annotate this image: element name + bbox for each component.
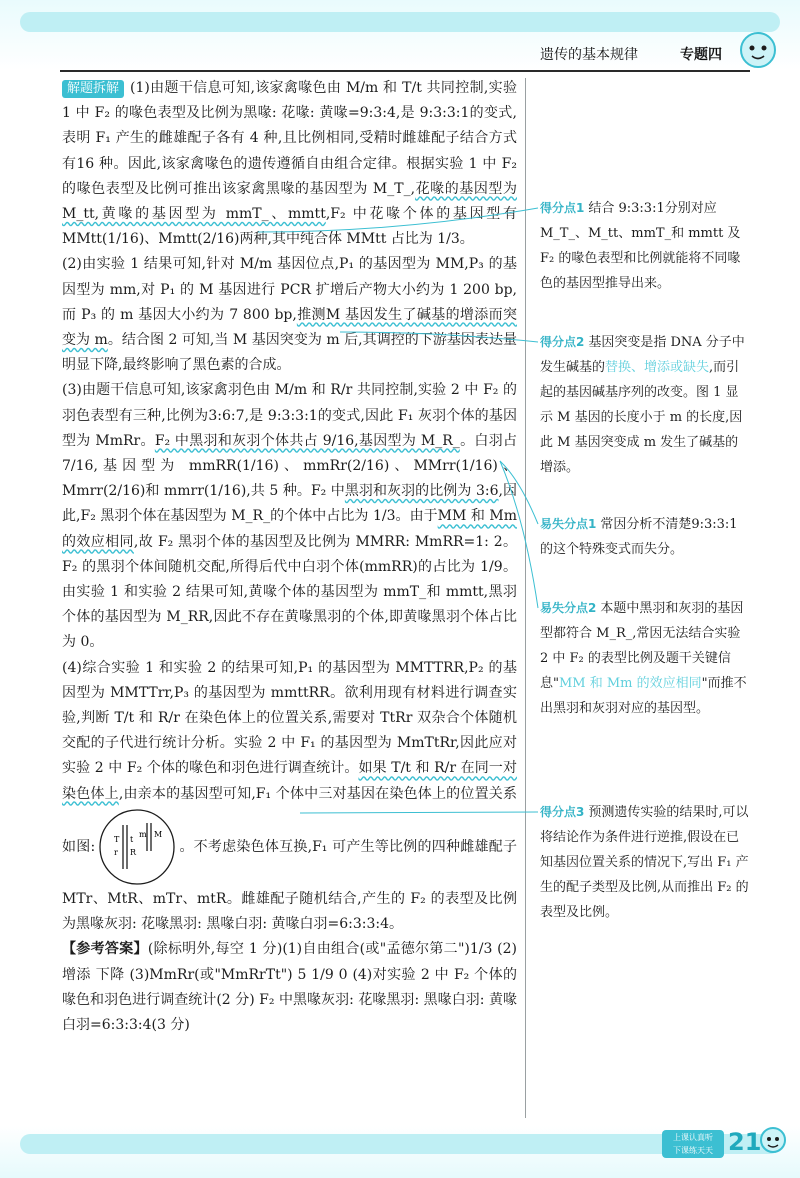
paragraph-1 — [62, 76, 517, 252]
note-score-1 — [540, 196, 750, 296]
allele-label: T — [114, 834, 120, 844]
text-segment: ,故 F₂ 黑羽个体的基因型及比例为 MMRR: MmRR=1: 2。F₂ 的黑羽个体间随机交配,所得后代中白羽个体(mmRR)的占比为 1/9。由实验 1 和实验 2 结果可知,黄喙个体的基因型为 mmT_和 mmtt,黑羽个体的基因型为 M_RR,因此不存在黄喙黑羽的个体,即黄喙黑羽个体占比为 0。 — [62, 533, 518, 651]
note-highlight: 替换、增添或缺失 — [605, 360, 710, 375]
slogan-line: 下课练天天 — [673, 1146, 713, 1155]
note-text: 预测遗传实验的结果时,可以将结论作为条件进行逆推,假设在已知基因位置关系的情况下,写出 F₁ 产生的配子类型及比例,从而推出 F₂ 的表型及比例。 — [540, 805, 749, 920]
text-segment: (1)由题干信息可知,该家禽喙色由 M/m 和 T/t 共同控制,实验 1 中 F₂ 的喙色表型及比例为黑喙: 花喙: 黄喙=9:3:4,是 9:3:3:1的变式,表明 F₁ 产生的雌雄配子各有 4 种,且比例相同,受精时雌雄配子结合方式有16 种。因此,该家禽喙色的遗传遵循自由组合定律。根据实验 1 中 F₂ 的喙色表型及比例可推出该家禽黑喙的基因型为 M_T_, — [62, 80, 517, 197]
reference-answer — [62, 937, 517, 1038]
text-segment: (2)由实验 1 结果可知,针对 M/m 基因位点,P₁ 的基因型为 MM,P₃ 的基因型为 mm,对 P₁ 的 M 基因进行 PCR 扩增后产物大小约为 1 200 bp,而 P₃ 的 m 基因大小约为 7 800 bp, — [62, 256, 517, 323]
note-score-2 — [540, 330, 750, 480]
text-segment: ,由亲本的基因型可知,F₁ 个体中三对基因在染色体上的位置关系如图: — [62, 785, 518, 855]
note-text: 结合 9:3:3:1分别对应 M_T_、M_tt、mmT_和 mmtt 及 F₂ 的喙色表型和比例就能将不同喙色的基因型推导出来。 — [540, 201, 741, 291]
note-tag: 得分点1 — [540, 201, 585, 215]
note-tag: 得分点2 — [540, 335, 585, 349]
mascot-icon — [758, 1124, 788, 1158]
topic-label: 专题四 — [680, 47, 722, 63]
key-point-3: F₂ 中黑羽和灰羽个体共占 9/16,基因型为 M_R_ — [154, 432, 460, 449]
column-divider — [525, 78, 526, 1118]
chapter-title: 遗传的基本规律 — [540, 47, 638, 63]
allele-label: r — [114, 847, 119, 857]
text-segment: 。白羽占 7/16,基因型为 mmRR(1/16)、mmRr(2/16)、MMrr(1/16)、Mmrr(2/16)和 mmrr(1/16),共 5 种。F₂ 中 — [62, 432, 518, 500]
mascot-icon — [738, 30, 778, 70]
note-score-3 — [540, 800, 750, 925]
footer-slogan — [662, 1130, 724, 1158]
solution-column — [62, 76, 517, 1038]
top-decor-strip — [20, 12, 780, 32]
paragraph-3 — [62, 378, 517, 655]
key-point-6: 如果 T/t 和 R/r 在同一对染色体上 — [62, 760, 517, 802]
text-segment: (4)综合实验 1 和实验 2 的结果可知,P₁ 的基因型为 MMTTRR,P₂ 的基因型为 MMTTrr,P₃ 的基因型为 mmttRR。欲利用现有材料进行调查实验,判断 T/t 和 R/r 在染色体上的位置关系,需要对 TtRr 双杂合个体随机交配的子代进行统计分析。实验 2 中 F₁ 的基因型为 MmTtRr,因此应对实验 2 中 F₂ 个体的喙色和羽色进行调查统计。 — [62, 659, 517, 777]
key-point-2: 推测M 基因发生了碱基的增添而突变为 m — [62, 306, 517, 349]
note-tag: 易失分点1 — [540, 517, 597, 531]
note-text: 基因突变是指 DNA 分子中发生碱基的 — [540, 335, 745, 375]
key-point-4: 黑羽和灰羽的比例为 3:6 — [344, 483, 499, 500]
slogan-line: 上课认真听 — [673, 1133, 713, 1142]
key-point-5: MM 和 Mm 的效应相同 — [62, 508, 517, 550]
paragraph-2 — [62, 252, 517, 378]
note-tag: 易失分点2 — [540, 601, 597, 615]
allele-label: M — [154, 829, 163, 839]
key-point-1: 花喙的基因型为 M_tt,黄喙的基因型为 mmT_、mmtt — [62, 180, 517, 223]
text-segment: 。结合图 2 可知,当 M 基因突变为 m 后,其调控的下游基因表达量明显下降,最终影响了黑色素的合成。 — [62, 332, 517, 374]
allele-label: m — [139, 829, 147, 839]
text-segment: ,因此,F₂ 黑羽个体在基因型为 M_R_的个体中占比为 1/3。由于 — [62, 483, 518, 525]
note-text: 本题中黑羽和灰羽的基因型都符合 M_R_,常因无法结合实验 2 中 F₂ 的表型比例及题干关键信息" — [540, 601, 744, 691]
analysis-tag: 解题拆解 — [62, 80, 124, 98]
note-text: 常因分析不清楚9:3:3:1的这个特殊变式而失分。 — [540, 517, 738, 557]
page-number: 21 — [728, 1128, 762, 1156]
allele-label: R — [130, 847, 137, 857]
text-segment: 四种雌雄配子 MTr、MtR、mTr、mtR。雌雄配子随机结合,产生的 F₂ 的表型及比例为黑喙灰羽: 花喙黑羽: 黑喙白羽: 黄喙白羽=6:3:3:4。 — [62, 838, 518, 933]
note-loss-2 — [540, 596, 750, 721]
answer-tag: 【参考答案】 — [62, 941, 148, 958]
text-segment: 。不考虑染色体互换,F₁ 可产生等比例的 — [179, 838, 432, 855]
note-loss-1 — [540, 512, 750, 562]
note-highlight: MM 和 Mm 的效应相同 — [558, 676, 702, 691]
text-segment: ,F₂ 中花喙个体的基因型有 MMtt(1/16)、Mmtt(2/16)两种,其中纯合体 MMtt 占比为 1/3。 — [62, 206, 517, 248]
note-text: "而推不出黑羽和灰羽对应的基因型。 — [540, 676, 747, 716]
note-tag: 得分点3 — [540, 805, 585, 819]
answer-text: (除标明外,每空 1 分)(1)自由组合(或"孟德尔第二")1/3 (2)增添 下降 (3)MmRr(或"MmRrTt") 5 1/9 0 (4)对实验 2 中 F₂ 个体的喙色和羽色进行调查统计(2 分) F₂ 中黑喙灰羽: 花喙黑羽: 黑喙白羽: 黄喙白羽=6:3:3:4(3 分) — [62, 941, 517, 1033]
allele-label: t — [130, 834, 134, 844]
header-rule — [60, 70, 750, 72]
chromosome-figure — [97, 807, 177, 887]
text-segment: (3)由题干信息可知,该家禽羽色由 M/m 和 R/r 共同控制,实验 2 中 F₂ 的羽色表型有三种,比例为3:6:7,是 9:3:3:1的变式,因此 F₁ 灰羽个体的基因型为 MmRr。 — [62, 382, 517, 449]
paragraph-4 — [62, 656, 517, 938]
note-text: ,而引起的基因碱基序列的改变。图 1 显示 M 基因的长度小于 m 的长度,因此 M 基因突变成 m 发生了碱基的增添。 — [540, 360, 743, 475]
